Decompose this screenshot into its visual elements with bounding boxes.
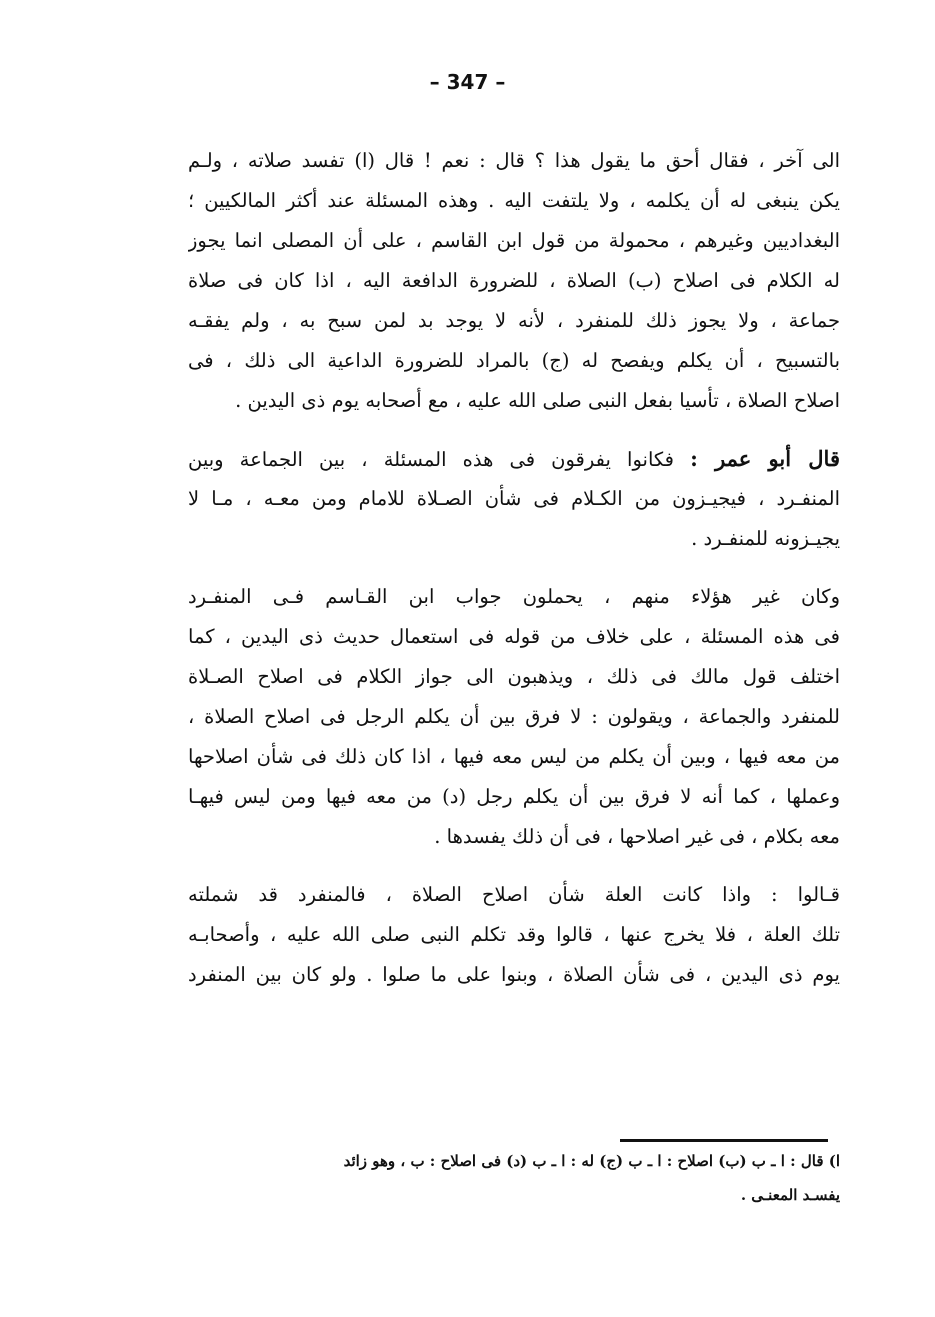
text-line: جماعة ، ولا يجوز ذلك للمنفرد ، لأنه لا يوجد بد لمن سبح به ، ولم يفقـه (188, 309, 840, 332)
text-line (188, 444, 840, 484)
text-line: الى آخر ، فقال أحق ما يقول هذا ؟ قال : نعم ! قال (ا) تفسد صلاته ، ولـم (188, 149, 840, 172)
paragraph-3 (188, 582, 840, 862)
paragraph-2 (188, 444, 840, 564)
speaker-label: قال أبو عمر : (690, 446, 840, 471)
text-line: المنفـرد ، فيجيـزون من الكـلام فى شأن الصـلاة للامام ومن معـه ، مـا لا (188, 487, 840, 510)
text-line: وكان غير هؤلاء منهم ، يحملون جواب ابن القـاسم فـى المنفـرد (188, 585, 840, 608)
text-line: البغداديين وغيرهم ، محمولة من قول ابن القاسم ، على أن المصلى انما يجوز (188, 229, 840, 252)
footnote-divider (620, 1139, 828, 1142)
text-line: بالتسبيح ، أن يكلم ويفصح له (ج) بالمراد للضرورة الداعية الى ذلك ، فى (188, 349, 840, 372)
text-line: اختلف قول مالك فى ذلك ، ويذهبون الى جواز الكلام فى اصلاح الصـلاة (188, 665, 840, 688)
text-line: اصلاح الصلاة ، تأسيا بفعل النبى صلى الله عليه ، مع أصحابه يوم ذى اليدين . (235, 389, 840, 412)
text-line: للمنفرد والجماعة ، ويقولون : لا فرق بين أن يكلم الرجل فى اصلاح الصلاة ، (188, 705, 840, 728)
paragraph-4 (188, 880, 840, 1000)
footnotes (160, 1150, 840, 1218)
text-line: تلك العلة ، فلا يخرج عنها ، قالوا وقد تكلم النبى صلى الله عليه ، وأصحابـه (188, 923, 840, 946)
paragraph-1 (188, 146, 840, 426)
text-line: وعملها ، كما أنه لا فرق بين أن يكلم رجل (د) من معه فيها ومن ليس فيهـا (188, 785, 840, 808)
text-line: فى هذه المسئلة ، على خلاف من قوله فى استعمال حديث ذى اليدين ، كما (188, 625, 840, 648)
footnote-line: ا) قال : ا ـ ب (ب) اصلاح : ا ـ ب (ج) له : ا ـ ب (د) فى اصلاح : ب ، وهو زائد (343, 1152, 840, 1170)
text-line-content: فكانوا يفرقون فى هذه المسئلة ، بين الجماعة وبين (188, 448, 674, 471)
text-line: قـالوا : واذا كانت العلة شأن اصلاح الصلاة ، فالمنفرد قد شملته (188, 883, 840, 906)
page-number: – 347 – (429, 70, 506, 94)
text-line: يكن ينبغى له أن يكلمه ، ولا يلتفت اليه . وهذه المسئلة عند أكثر المالكيين ؛ (188, 189, 840, 212)
text-line: يوم ذى اليدين ، فى شأن الصلاة ، وبنوا على ما صلوا . ولو كان بين المنفرد (188, 963, 840, 986)
text-line: معه بكلام ، فى غير اصلاحها ، فى أن ذلك يفسدها . (434, 825, 840, 848)
text-line: يجيـزونه للمنفـرد . (691, 527, 840, 550)
text-line: له الكلام فى اصلاح (ب) الصلاة ، للضرورة الدافعة اليه ، اذا كان فى صلاة (188, 269, 840, 292)
body-text (188, 146, 840, 1000)
footnote-line: يفسـد المعنـى . (740, 1186, 840, 1204)
text-line: من معه فيها ، وبين أن يكلم من ليس معه فيها ، اذا كان ذلك فى شأن اصلاحها (188, 745, 840, 768)
